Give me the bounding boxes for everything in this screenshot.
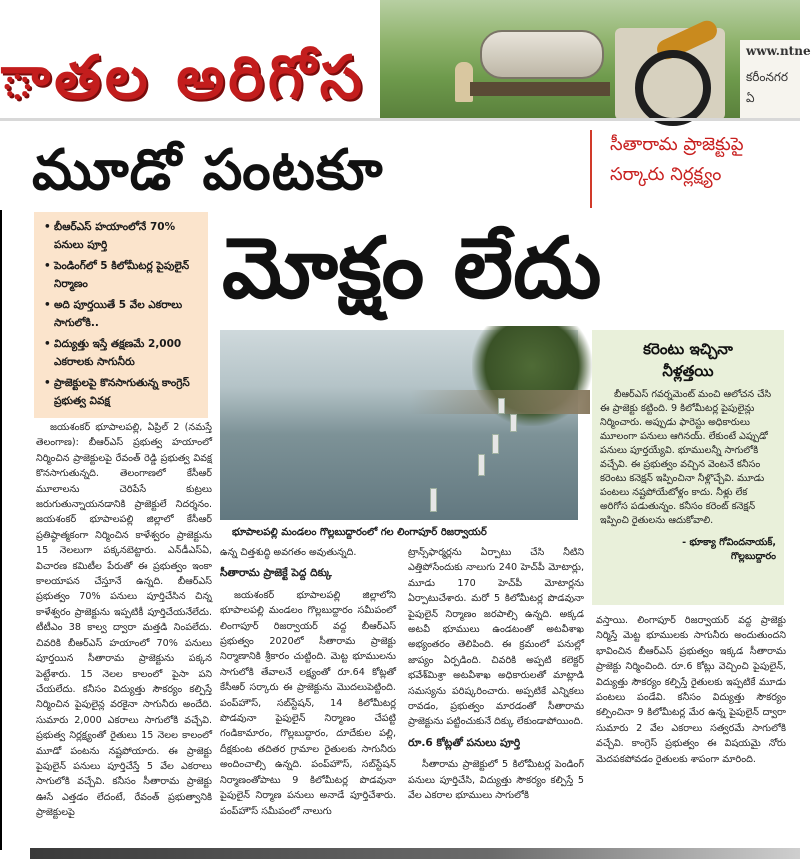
highlights-box <box>34 212 208 418</box>
article-paragraph: వస్తాయి. లింగాపూర్ రిజర్వాయర్ వద్ద ప్రాజెక్టు నిర్మిస్తే మెట్ట భూములకు సాగునీరు అందుతుందని భావించిన బీఆర్ఎస్ ప్రభుత్వం ఇక్కడ సీతారామ ప్రాజెక్టు నిర్మించింది. రూ.6 కోట్లు వెచ్చించి పైపులైన్, విద్యుత్తు సౌకర్యం కల్పిస్తే రైతులకు ఇప్పటికే మూడు పంటలు పండేవి. కనీసం విద్యుత్తు సౌకర్యం కల్పించినా 9 కిలోమీటర్ల మేర ఉన్న పైపులైన్ ద్వారా సుమారు 2 వేల ఎకరాలు సత్వరమే సాగులోకి వచ్చేవి. కాంగ్రెస్ ప్రభుత్వం ఈ విషయమై నోరు మెదపకపోవడం రైతులకు శాపంగా మారింది. <box>596 615 786 765</box>
article-paragraph: ట్రాన్స్‌ఫార్మర్లను ఏర్పాటు చేసి నీటిని ఎత్తిపోసేందుకు నాలుగు 240 హెచ్‌పీ మోటార్లు, మూడు 170 హెచ్‌పీ మోటార్లను ఏర్పాటుచేశారు. మరో 5 కిలోమీటర్ల పొడవునా పైపులైన్ నిర్మాణం జరపాల్సి ఉన్నది. అక్కడ అటవీ భూములు ఉండటంతో అటవీశాఖ అభ్యంతరం తెలిపింది. ఈ క్రమంలో పనుల్లో జాప్యం ఏర్పడింది. చివరికి అప్పటి కలెక్టర్ భవేశ్‌మిశ్రా అటవీశాఖ అధికారులతో మాట్లాడి సమస్యను పరిష్కరించారు. అప్పటికే ఎన్నికలు రావడం, ప్రభుత్వం మారడంతో సీతారామ ప్రాజెక్టును పట్టించుకునే దిక్కు లేకుండాపోయింది. <box>408 547 584 728</box>
masthead-divider <box>0 118 800 121</box>
highlight-item: • అది పూర్తయితే 5 వేల ఎకరాలు సాగులోకి.. <box>44 296 202 332</box>
location-label-2: ఏ <box>746 91 755 105</box>
sidebar-place: గొల్లబుద్దారం <box>730 551 776 562</box>
site-url: www.ntne <box>746 44 811 58</box>
fist-icon <box>635 50 711 126</box>
article-column-1 <box>36 420 212 821</box>
water-stake <box>510 414 517 432</box>
headline-line-2: మోక్షం లేదు <box>222 219 602 317</box>
article-paragraph: జయశంకర్ భూపాలపల్లి, ఏప్రిల్ 2 (నమస్తే తెలంగాణ): బీఆర్ఎస్ ప్రభుత్వ హయాంలో నిర్మించిన ప్రాజెక్టులపై రేవంత్ రెడ్డి ప్రభుత్వ వివక్ష కొనసాగుతున్నది. తెలంగాణలో కేసీఆర్ మూలాలను చెరిపేసే కుట్రలు జరుగుతున్నాయనడానికి ప్రాజెక్టులే నిదర్శనం. జయశంకర్ భూపాలపల్లి జిల్లాలో కేసీఆర్ ప్రతిష్ఠాత్మకంగా నిర్మించిన కాళేశ్వరం ప్రాజెక్టును 15 నెలలుగా పక్కనబెట్టారు. ఎన్‌డీఎస్ఏ, విచారణ కమిటీల పేరుతో ఈ ప్రభుత్వం ఇంకా కాలయాపన చేస్తూనే ఉన్నది. బీఆర్ఎస్ ప్రభుత్వం 70% పనులు పూర్తిచేసిన చిన్న కాళేశ్వరం ప్రాజెక్టును ఇప్పటికీ పూర్తిచేయనేలేదు. టీటీఎం 38 కాల్వ ద్వారా మత్తడి నింపలేదు. చివరికి బీఆర్ఎస్ హయాంలో 70% పనులు పూర్తయిన సీతారామ ప్రాజెక్టును పక్కన పెట్టేశారు. 15 నెలల కాలంలో పైసా పని చేయలేదు. కనీసం విద్యుత్తు సౌకర్యం కల్పిస్తే నిర్మించిన పైపులైన్ల వరకైనా సాగునీరు అందేది. సుమారు 2,000 ఎకరాలు సాగులోకి వచ్చేవి. ప్రభుత్వ నిర్లక్ష్యంతో రైతులు 15 నెలల కాలంలో మూడో పంటను నష్టపోయారు. ఈ ప్రాజెక్టు పైపులైన్ పనులు పూర్తిచేస్తే 5 వేల ఎకరాలు సాగులోకి వచ్చేవి. కనీసం సీతారామ ప్రాజెక్టు ఊసే ఎత్తడం లేదంటే, రేవంత్ ప్రభుత్వానికి ప్రాజెక్టులపై <box>36 422 212 819</box>
left-column-rule <box>0 210 2 850</box>
masthead-site-info <box>740 40 811 120</box>
highlight-item: • బీఆర్ఎస్ హయాంలోనే 70% పనులు పూర్తి <box>44 218 202 254</box>
kicker-line-2: సర్కారు నిర్లక్ష్యం <box>610 164 722 185</box>
sidebar-title-2: నీళ్లత్తయి <box>662 362 714 380</box>
next-section-strip <box>30 848 800 859</box>
article-column-3 <box>408 545 584 804</box>
quote-sidebar <box>592 330 784 605</box>
sidebar-signature: - భూక్యా గోవిందనాయక్, <box>682 537 776 548</box>
highlight-item: • విద్యుత్తు ఇస్తే తక్షణమే 2,000 ఎకరాలకు సాగునీరు <box>44 335 202 371</box>
headline-line-1: మూడో పంటకూ <box>32 138 384 203</box>
sidebar-body: బీఆర్ఎస్ గవర్నమెంట్ మంచి ఆలోచన చేసి ఈ ప్రాజెక్టు కట్టింది. 9 కిలోమీటర్ల పైపులైన్లు నిర్మించారు. అప్పుడు ఫారెస్టు అధికారులు మూలంగా పనులు ఆగినయ్. లేకుంటే ఎప్పుడో పనులు పూర్తయ్యేవి. భూములన్నీ సాగులోకి వచ్చేవి. ఈ ప్రభుత్వం వచ్చిన వెంటనే కనీసం కరెంటు కనెక్షన్ ఇప్పించినా నీళ్లొచ్చేవి. మూడు పంటలు నష్టపోయేటోళ్లం కాదు. నీళ్లు లేక అరిగోస పడుతున్నం. కనీసం కరెంట్ కనెక్షన్ ఇప్పించి రైతులను ఆదుకోవాలి. <box>600 389 772 526</box>
section-brand-title: ాతల అరిగోస <box>0 43 366 113</box>
highlight-item: • ప్రాజెక్టులపై కొనసాగుతున్న కాంగ్రెస్ ప్రభుత్వ వివక్ష <box>44 374 202 410</box>
kicker <box>590 130 800 208</box>
kicker-line-1: సీతారామ ప్రాజెక్టుపై <box>610 134 744 155</box>
water-stake <box>430 488 437 512</box>
article-paragraph: జయశంకర్ భూపాలపల్లి జిల్లాలోని భూపాలపల్లి మండలం గొల్లబుద్దారం సమీపంలో లింగాపూర్ రిజర్వాయర్ వద్ద బీఆర్ఎస్ ప్రభుత్వం 2020లో సీతారామ ప్రాజెక్టు నిర్మాణానికి శ్రీకారం చుట్టింది. మెట్ట భూములను సాగులోకి తేవాలనే లక్ష్యంతో రూ.64 కోట్లతో కేసీఆర్ సర్కారు ఈ ప్రాజెక్టును మొదలుపెట్టింది. పంప్‌హౌస్, సబ్‌స్టేషన్, 14 కిలోమీటర్ల పొడవునా పైపులైన్ నిర్మాణం చేపట్టి గండికామారం, గొల్లబుద్దారం, దూదేకుల పల్లి, దీక్షకుంట తదితర గ్రామాల రైతులకు సాగునీరు అందించాల్సి ఉన్నది. పంప్‌హౌస్, సబ్‌స్టేషన్ నిర్మాణంతోపాటు 9 కిలోమీటర్ల పొడవునా పైపులైన్ నిర్మాణ పనులు అనాడే పూర్తిచేశారు. పంప్‌హౌస్ సమీపంలో నాలుగు <box>220 589 396 817</box>
highlight-item: • పెండింగ్‌లో 5 కిలోమీటర్ల పైపులైన్ నిర్మాణం <box>44 257 202 293</box>
water-tanker-image <box>480 30 604 79</box>
water-stake <box>492 434 499 454</box>
photo-caption: భూపాలపల్లి మండలం గొల్లబుద్దారంలో గల లింగాపూర్ రిజర్వాయర్ <box>232 527 487 538</box>
sidebar-title-1: కరెంటు ఇచ్చినా <box>643 340 733 358</box>
water-stake <box>478 454 485 476</box>
article-paragraph: ఉన్న చిత్తశుద్ధి అవగతం అవుతున్నది. <box>220 547 357 558</box>
cart-image <box>470 82 610 96</box>
subheading: సీతారామ ప్రాజెక్టే పెద్ద దిక్కు <box>220 567 332 580</box>
location-label: కరీంనగర <box>746 70 789 84</box>
article-column-4 <box>596 613 786 767</box>
masthead <box>0 0 811 120</box>
subheading: రూ.6 కోట్లతో పనులు పూర్తి <box>408 736 521 749</box>
fist-pipe-illustration <box>615 28 725 120</box>
article-paragraph: సీతారామ ప్రాజెక్టులో 5 కిలోమీటర్ల పెండింగ్ పనులు పూర్తిచేసి, విద్యుత్తు సౌకర్యం కల్పిస్తే 5 వేల ఎకరాల భూములు సాగులోకి <box>408 759 584 802</box>
reservoir-photo <box>220 330 578 520</box>
article-column-2 <box>220 545 396 819</box>
water-stake <box>498 398 505 414</box>
